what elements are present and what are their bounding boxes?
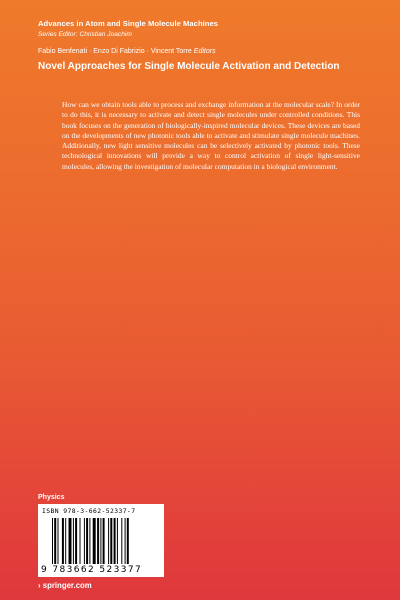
barcode-bar <box>75 518 77 564</box>
editor-names: Fabio Benfenati · Enzo Di Fabrizio · Vincent Torre <box>38 48 192 55</box>
isbn-barcode <box>38 504 164 577</box>
barcode-bar <box>127 518 129 564</box>
barcode-bar <box>125 518 126 564</box>
barcode-bar <box>114 518 116 564</box>
subject-category: Physics <box>38 494 65 501</box>
barcode-digits: 9 783662 523377 <box>41 565 143 575</box>
series-editor <box>38 31 132 38</box>
barcode-bar <box>62 518 64 564</box>
barcode-bar <box>80 518 81 564</box>
series-editor-name: Christian Joachim <box>79 31 132 38</box>
barcode-bar <box>121 518 122 564</box>
editors-role: Editors <box>193 48 216 55</box>
publisher-url: › springer.com <box>38 581 92 590</box>
barcode-bar <box>108 518 109 564</box>
isbn-text: ISBN 978-3-662-52337-7 <box>42 507 136 515</box>
barcode-bar <box>84 518 85 564</box>
series-editor-label: Series Editor: <box>38 31 78 38</box>
barcode-bar <box>58 518 59 564</box>
barcode-bar <box>110 518 112 564</box>
barcode-bars <box>52 518 156 564</box>
barcode-bar <box>93 518 96 564</box>
barcode-bar <box>73 518 74 564</box>
barcode-bar <box>69 518 72 564</box>
barcode-bar <box>97 518 99 564</box>
barcode-bar <box>54 518 56 564</box>
barcode-bar <box>117 518 118 564</box>
barcode-bar <box>103 518 105 564</box>
barcode-bar <box>65 518 66 564</box>
back-cover-blurb: How can we obtain tools able to process and exchange information at the molecular scale? In order to do this, it is necessary to activate and detect single molecules under controlled conditions. This book focuses on the generation of biologically-inspired molecular devices. These devices are based on the developments of new photonic tools able to activate and stimulate single molecule machines. Additionally, new light sensitive molecules can be selectively activated by photonic tools. These technological innovations will provide a way to control activation of single light-sensitive molecules, allowing the investigation of molecular computation in a biological environment. <box>62 100 360 171</box>
barcode-bar <box>100 518 101 564</box>
book-editors <box>38 48 216 55</box>
book-title: Novel Approaches for Single Molecule Activation and Detection <box>38 61 340 72</box>
barcode-bar <box>89 518 90 564</box>
barcode-bar <box>86 518 88 564</box>
series-title: Advances in Atom and Single Molecule Machines <box>38 19 219 28</box>
barcode-bar <box>52 518 53 564</box>
